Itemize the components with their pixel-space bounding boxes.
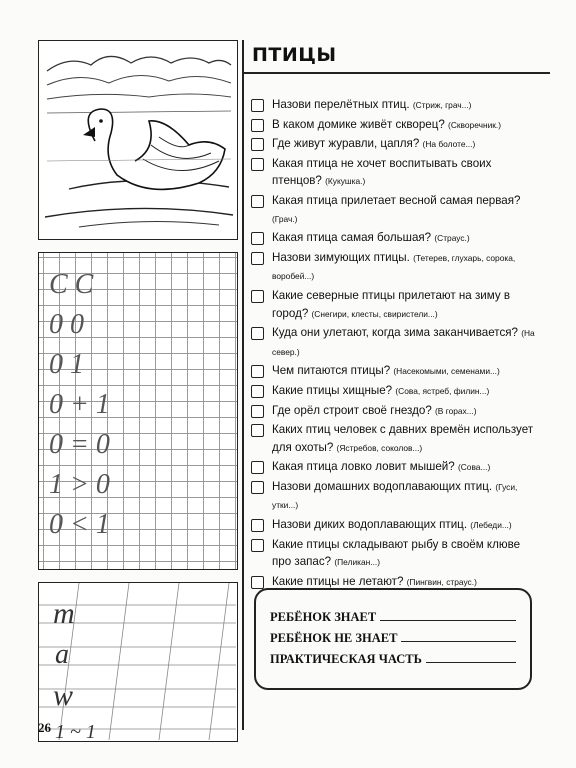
grid-row-5: 0 = 0 (49, 429, 110, 460)
answer-hint: (Снегири, клесты, свиристели...) (311, 308, 438, 319)
checkbox-icon[interactable] (251, 365, 264, 378)
answer-hint: (Кукушка.) (325, 176, 366, 187)
list-item (250, 249, 542, 286)
list-item (250, 382, 542, 401)
checkbox-icon[interactable] (251, 99, 264, 112)
answer-hint: (Пеликан...) (334, 557, 381, 568)
swan-picture (38, 40, 238, 240)
list-item (250, 516, 542, 535)
checkbox-icon[interactable] (251, 252, 264, 265)
script-sample-3: w (53, 679, 74, 712)
list-item (250, 96, 542, 115)
answer-hint: (Ястребов, соколов...) (336, 442, 423, 453)
swan-illustration-icon (39, 41, 236, 238)
checkbox-icon[interactable] (251, 461, 264, 474)
grid-row-4: 0 + 1 (49, 389, 110, 420)
question-text: Какие птицы складывают рыбу в своём клюве про запас? (272, 537, 521, 569)
answer-hint: (Пингвин, страус.) (406, 576, 477, 587)
assessment-box (254, 588, 532, 690)
answer-hint: (Скворечник.) (448, 119, 502, 130)
answer-hint: (Лебеди...) (470, 520, 512, 531)
checkbox-icon[interactable] (251, 405, 264, 418)
checkbox-icon[interactable] (251, 232, 264, 245)
question-text: Чем питаются птицы? (272, 364, 391, 378)
practical-row (270, 646, 530, 667)
answer-hint: (Насекомыми, семенами...) (393, 366, 500, 377)
title-divider (244, 72, 550, 74)
question-text: Какая птица ловко ловит мышей? (272, 460, 455, 474)
list-item (250, 458, 542, 477)
checkbox-icon[interactable] (251, 158, 264, 171)
checkbox-icon[interactable] (251, 539, 264, 552)
not-knows-field[interactable] (401, 640, 516, 642)
question-text: Где живут журавли, цапля? (272, 137, 420, 151)
script-sample-2: a (55, 639, 69, 670)
checkbox-icon[interactable] (251, 481, 264, 494)
list-item (250, 155, 542, 191)
list-item (250, 287, 542, 323)
list-item (250, 116, 542, 135)
question-text: Куда они улетают, когда зима заканчивается? (272, 326, 518, 340)
grid-row-7: 0 < 1 (49, 509, 110, 540)
checkbox-icon[interactable] (251, 119, 264, 132)
left-column (38, 40, 238, 740)
not-knows-row (270, 625, 530, 646)
question-list (250, 96, 542, 592)
checkbox-icon[interactable] (251, 424, 264, 437)
page-title: ПТИЦЫ (252, 44, 337, 66)
knows-label: РЕБЁНОК ЗНАЕТ (270, 610, 377, 624)
question-text: Назови перелётных птиц. (272, 98, 410, 111)
question-text: Какая птица прилетает весной самая первая? (272, 193, 521, 207)
knows-row (270, 604, 530, 625)
grid-row-2: 0 0 (49, 309, 84, 340)
answer-hint: (Грач.) (272, 213, 298, 224)
answer-hint: (Сова, ястреб, филин...) (395, 385, 490, 396)
list-item (250, 362, 542, 381)
knows-field[interactable] (380, 619, 516, 621)
question-text: В каком домике живёт скворец? (272, 117, 445, 131)
list-item (250, 402, 542, 421)
grid-row-6: 1 > 0 (49, 469, 110, 500)
checkbox-icon[interactable] (251, 138, 264, 151)
question-text: Назови домашних водоплавающих птиц. (272, 479, 493, 493)
copybook-grid (38, 252, 238, 570)
question-text: Какая птица не хочет воспитывать своих птенцов? (272, 156, 492, 188)
practical-label: ПРАКТИЧЕСКАЯ ЧАСТЬ (270, 652, 422, 666)
list-item (250, 536, 542, 572)
checkbox-icon[interactable] (251, 290, 264, 303)
list-item (250, 478, 542, 515)
answer-hint: (На север.) (272, 328, 535, 357)
question-text: Назови диких водоплавающих птиц. (272, 518, 468, 532)
question-text: Назови зимующих птицы. (272, 250, 410, 264)
question-text: Какие птицы хищные? (272, 383, 393, 397)
answer-hint: (Гуси, утки...) (272, 481, 518, 511)
answer-hint: (На болоте...) (422, 139, 476, 150)
answer-hint: (Страус.) (434, 233, 470, 244)
page-number: 26 (38, 720, 51, 735)
script-sample-1: m (53, 597, 75, 630)
list-item (250, 324, 542, 361)
question-text: Какие птицы не летают? (272, 574, 404, 588)
cursive-practice (38, 582, 238, 742)
list-item (250, 192, 542, 228)
cursive-lines (39, 583, 236, 740)
list-item (250, 421, 542, 457)
grid-row-1: C C (49, 269, 94, 300)
checkbox-icon[interactable] (251, 576, 264, 589)
answer-hint: (Сова...) (457, 462, 491, 473)
script-sample-4: 1 ~ 1 (55, 721, 96, 740)
answer-hint: (Тетерев, глухарь, сорока, воробей...) (272, 252, 516, 282)
list-item (250, 135, 542, 154)
grid-row-3: 0 1 (49, 349, 84, 380)
checkbox-icon[interactable] (251, 519, 264, 532)
answer-hint: (Стриж, грач...) (412, 100, 472, 110)
right-column (242, 40, 544, 730)
checkbox-icon[interactable] (251, 385, 264, 398)
not-knows-label: РЕБЁНОК НЕ ЗНАЕТ (270, 631, 398, 645)
question-text: Какая птица самая большая? (272, 231, 432, 245)
list-item (250, 229, 542, 248)
practical-field[interactable] (426, 661, 516, 663)
answer-hint: (В горах...) (435, 405, 477, 416)
question-text: Какие северные птицы прилетают на зиму в город? (272, 288, 511, 320)
question-text: Каких птиц человек с давних времён использует для охоты? (272, 423, 534, 454)
question-text: Где орёл строит своё гнездо? (272, 403, 432, 417)
grid-copy-samples (39, 253, 236, 568)
checkbox-icon[interactable] (251, 327, 264, 340)
checkbox-icon[interactable] (251, 195, 264, 208)
